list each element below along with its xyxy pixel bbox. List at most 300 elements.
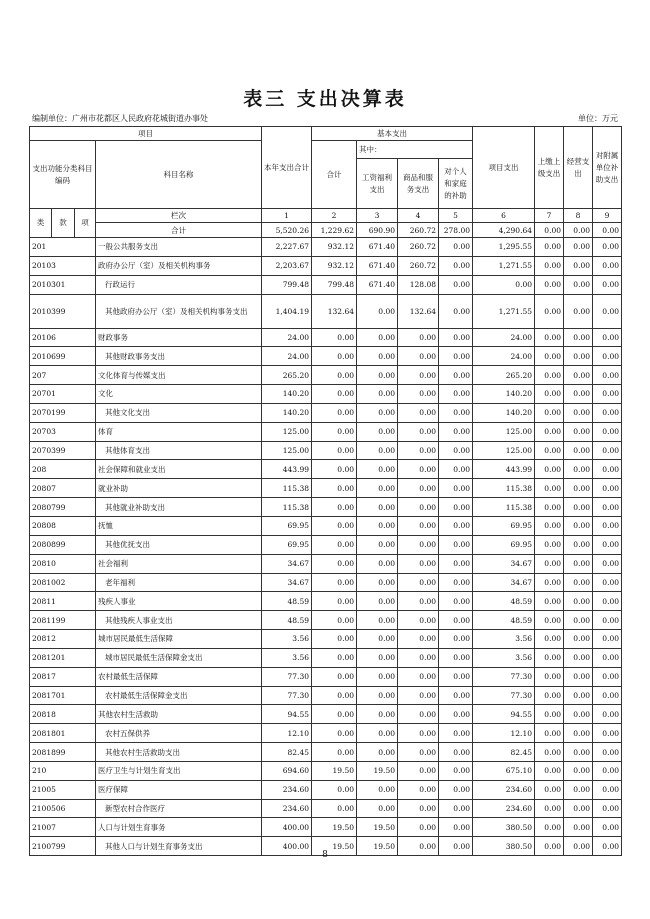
row-value: 265.20	[473, 366, 535, 385]
row-value: 0.00	[439, 611, 473, 630]
row-value: 0.00	[357, 385, 398, 404]
row-value: 12.10	[473, 724, 535, 743]
row-code: 208	[30, 460, 96, 479]
row-value: 48.59	[262, 611, 312, 630]
table-row	[30, 799, 622, 818]
row-value: 0.00	[398, 366, 439, 385]
row-value: 0.00	[535, 761, 564, 780]
row-value: 0.00	[357, 630, 398, 649]
row-value: 0.00	[439, 799, 473, 818]
row-value: 3.56	[262, 648, 312, 667]
row-subject-name: 城市居民最低生活保障	[96, 630, 262, 649]
row-value: 82.45	[262, 743, 312, 762]
total-value: 1,229.62	[312, 223, 357, 238]
col-num: 1	[262, 209, 312, 223]
compiling-unit: 编制单位：广州市花都区人民政府花城街道办事处	[32, 114, 208, 123]
table-row	[30, 611, 622, 630]
col-num: 8	[564, 209, 593, 223]
row-value: 0.00	[312, 460, 357, 479]
row-value: 0.00	[312, 724, 357, 743]
row-value: 0.00	[593, 705, 622, 724]
row-subject-name: 其他财政事务支出	[96, 347, 262, 366]
row-value: 0.00	[312, 573, 357, 592]
row-value: 0.00	[439, 705, 473, 724]
row-value: 0.00	[564, 535, 593, 554]
row-subject-name: 医疗保障	[96, 780, 262, 799]
row-code: 20812	[30, 630, 96, 649]
row-value: 0.00	[439, 630, 473, 649]
row-value: 0.00	[564, 479, 593, 498]
row-value: 671.40	[357, 256, 398, 275]
header-upper: 上缴上级支出	[535, 127, 564, 209]
row-code: 2081801	[30, 724, 96, 743]
row-value: 0.00	[439, 256, 473, 275]
row-value: 400.00	[262, 837, 312, 856]
row-value: 0.00	[593, 837, 622, 856]
row-value: 0.00	[593, 743, 622, 762]
row-code: 2100506	[30, 799, 96, 818]
row-value: 1,271.55	[473, 294, 535, 328]
row-value: 0.00	[564, 667, 593, 686]
row-value: 0.00	[439, 294, 473, 328]
row-value: 0.00	[564, 256, 593, 275]
row-subject-name: 政府办公厅（室）及相关机构事务	[96, 256, 262, 275]
row-subject-name: 其他残疾人事业支出	[96, 611, 262, 630]
col-num: 3	[357, 209, 398, 223]
row-value: 0.00	[357, 686, 398, 705]
row-value: 0.00	[535, 667, 564, 686]
row-value: 0.00	[593, 294, 622, 328]
row-value: 0.00	[312, 592, 357, 611]
row-value: 0.00	[312, 667, 357, 686]
row-value: 115.38	[473, 479, 535, 498]
row-value: 0.00	[593, 460, 622, 479]
row-value: 0.00	[398, 667, 439, 686]
table-row	[30, 479, 622, 498]
row-value: 34.67	[262, 554, 312, 573]
row-value: 0.00	[312, 630, 357, 649]
row-value: 82.45	[473, 743, 535, 762]
row-value: 19.50	[357, 761, 398, 780]
row-value: 0.00	[357, 535, 398, 554]
row-value: 799.48	[262, 275, 312, 294]
total-value: 4,290.64	[473, 223, 535, 238]
row-value: 2,203.67	[262, 256, 312, 275]
row-subject-name: 体育	[96, 422, 262, 441]
table-row	[30, 686, 622, 705]
row-value: 675.10	[473, 761, 535, 780]
table-row	[30, 667, 622, 686]
row-value: 694.60	[262, 761, 312, 780]
row-value: 0.00	[535, 780, 564, 799]
page-title: 表三 支出决算表	[243, 88, 407, 110]
row-value: 0.00	[535, 385, 564, 404]
row-value: 671.40	[357, 275, 398, 294]
row-value: 0.00	[593, 611, 622, 630]
row-code: 20106	[30, 328, 96, 347]
row-value: 34.67	[262, 573, 312, 592]
row-value: 1,271.55	[473, 256, 535, 275]
row-value: 0.00	[357, 724, 398, 743]
row-value: 0.00	[564, 403, 593, 422]
row-value: 0.00	[398, 385, 439, 404]
row-subject-name: 其他文化支出	[96, 403, 262, 422]
row-value: 125.00	[473, 422, 535, 441]
row-subject-name: 一般公共服务支出	[96, 238, 262, 257]
row-value: 0.00	[312, 347, 357, 366]
total-value: 278.00	[439, 223, 473, 238]
total-value: 5,520.26	[262, 223, 312, 238]
row-value: 0.00	[535, 238, 564, 257]
row-value: 0.00	[357, 516, 398, 535]
col-num: 6	[473, 209, 535, 223]
row-value: 0.00	[564, 573, 593, 592]
row-value: 0.00	[398, 479, 439, 498]
row-code: 20807	[30, 479, 96, 498]
row-value: 0.00	[439, 516, 473, 535]
row-value: 0.00	[564, 554, 593, 573]
row-value: 0.00	[398, 516, 439, 535]
row-value: 0.00	[357, 743, 398, 762]
table-row	[30, 573, 622, 592]
row-subject-name: 文化	[96, 385, 262, 404]
total-value: 0.00	[564, 223, 593, 238]
row-value: 3.56	[262, 630, 312, 649]
row-value: 0.00	[439, 724, 473, 743]
row-value: 0.00	[312, 743, 357, 762]
row-value: 0.00	[593, 761, 622, 780]
row-subject-name: 就业补助	[96, 479, 262, 498]
row-value: 0.00	[564, 238, 593, 257]
row-value: 0.00	[439, 479, 473, 498]
table-row	[30, 460, 622, 479]
page-number: 8	[322, 850, 328, 860]
row-value: 0.00	[439, 498, 473, 517]
row-value: 0.00	[357, 705, 398, 724]
row-value: 77.30	[262, 667, 312, 686]
row-value: 0.00	[439, 328, 473, 347]
row-value: 0.00	[593, 441, 622, 460]
row-value: 0.00	[357, 441, 398, 460]
table-row	[30, 328, 622, 347]
table-row	[30, 385, 622, 404]
table-row	[30, 256, 622, 275]
row-value: 0.00	[398, 780, 439, 799]
row-code: 21005	[30, 780, 96, 799]
row-value: 125.00	[473, 441, 535, 460]
row-value: 0.00	[439, 554, 473, 573]
row-value: 260.72	[398, 238, 439, 257]
row-code: 2010301	[30, 275, 96, 294]
row-value: 140.20	[473, 403, 535, 422]
row-value: 0.00	[439, 686, 473, 705]
row-code: 20817	[30, 667, 96, 686]
row-value: 0.00	[439, 460, 473, 479]
table-row	[30, 724, 622, 743]
row-value: 0.00	[564, 498, 593, 517]
total-value: 260.72	[398, 223, 439, 238]
row-value: 0.00	[535, 686, 564, 705]
row-value: 0.00	[439, 761, 473, 780]
row-code: 210	[30, 761, 96, 780]
row-value: 0.00	[357, 780, 398, 799]
row-value: 0.00	[357, 667, 398, 686]
row-value: 799.48	[312, 275, 357, 294]
row-value: 0.00	[439, 818, 473, 837]
row-value: 234.60	[262, 780, 312, 799]
row-value: 0.00	[312, 799, 357, 818]
header-kuan: 款	[52, 209, 75, 238]
row-value: 0.00	[593, 328, 622, 347]
row-code: 2100799	[30, 837, 96, 856]
row-value: 0.00	[593, 535, 622, 554]
row-value: 0.00	[439, 403, 473, 422]
row-value: 0.00	[535, 630, 564, 649]
row-code: 201	[30, 238, 96, 257]
row-value: 0.00	[564, 761, 593, 780]
row-value: 34.67	[473, 554, 535, 573]
row-value: 0.00	[593, 275, 622, 294]
row-subject-name: 其他就业补助支出	[96, 498, 262, 517]
row-value: 115.38	[262, 498, 312, 517]
row-value: 0.00	[439, 366, 473, 385]
row-code: 20810	[30, 554, 96, 573]
row-value: 0.00	[312, 403, 357, 422]
row-value: 0.00	[398, 554, 439, 573]
row-value: 0.00	[312, 498, 357, 517]
row-value: 0.00	[439, 743, 473, 762]
row-value: 0.00	[564, 294, 593, 328]
row-value: 0.00	[535, 366, 564, 385]
row-code: 2010699	[30, 347, 96, 366]
row-value: 0.00	[564, 422, 593, 441]
row-value: 0.00	[535, 837, 564, 856]
row-value: 400.00	[262, 818, 312, 837]
row-value: 77.30	[262, 686, 312, 705]
table-row	[30, 238, 622, 257]
row-value: 0.00	[593, 780, 622, 799]
row-value: 0.00	[357, 460, 398, 479]
row-code: 207	[30, 366, 96, 385]
row-value: 69.95	[473, 516, 535, 535]
row-value: 69.95	[473, 535, 535, 554]
row-value: 0.00	[357, 347, 398, 366]
row-code: 20811	[30, 592, 96, 611]
table-row	[30, 275, 622, 294]
row-value: 0.00	[357, 422, 398, 441]
header-func-code: 支出功能分类科目编码	[30, 141, 96, 209]
row-value: 0.00	[535, 554, 564, 573]
row-value: 0.00	[312, 554, 357, 573]
row-value: 0.00	[535, 611, 564, 630]
row-code: 2081201	[30, 648, 96, 667]
header-total: 本年支出合计	[262, 127, 312, 209]
row-value: 0.00	[535, 705, 564, 724]
row-value: 0.00	[564, 724, 593, 743]
header-project: 项目	[30, 127, 262, 141]
row-subject-name: 社会保障和就业支出	[96, 460, 262, 479]
row-value: 0.00	[398, 743, 439, 762]
table-row	[30, 516, 622, 535]
row-subject-name: 农村最低生活保障	[96, 667, 262, 686]
row-code: 2010399	[30, 294, 96, 328]
row-value: 0.00	[439, 275, 473, 294]
row-value: 0.00	[398, 648, 439, 667]
row-value: 0.00	[473, 275, 535, 294]
table-row	[30, 780, 622, 799]
row-value: 0.00	[593, 238, 622, 257]
row-value: 0.00	[535, 724, 564, 743]
row-value: 0.00	[312, 535, 357, 554]
table-row	[30, 498, 622, 517]
row-value: 19.50	[357, 818, 398, 837]
row-subject-name: 城市居民最低生活保障金支出	[96, 648, 262, 667]
row-value: 0.00	[312, 366, 357, 385]
row-value: 0.00	[439, 347, 473, 366]
row-code: 2081701	[30, 686, 96, 705]
row-value: 0.00	[593, 592, 622, 611]
row-value: 1,295.55	[473, 238, 535, 257]
row-value: 0.00	[357, 498, 398, 517]
row-value: 0.00	[593, 256, 622, 275]
header-subtotal: 合计	[312, 141, 357, 209]
row-value: 140.20	[473, 385, 535, 404]
row-value: 0.00	[593, 479, 622, 498]
row-code: 2081199	[30, 611, 96, 630]
row-value: 48.59	[473, 611, 535, 630]
row-value: 0.00	[357, 573, 398, 592]
row-value: 0.00	[593, 385, 622, 404]
row-value: 0.00	[439, 667, 473, 686]
row-value: 69.95	[262, 535, 312, 554]
row-value: 0.00	[439, 648, 473, 667]
row-value: 0.00	[593, 686, 622, 705]
row-value: 0.00	[593, 667, 622, 686]
row-value: 0.00	[564, 799, 593, 818]
row-value: 0.00	[593, 648, 622, 667]
row-value: 0.00	[535, 818, 564, 837]
row-value: 0.00	[398, 347, 439, 366]
row-value: 0.00	[439, 385, 473, 404]
row-value: 125.00	[262, 441, 312, 460]
row-value: 19.50	[312, 837, 357, 856]
row-value: 2,227.67	[262, 238, 312, 257]
row-value: 94.55	[262, 705, 312, 724]
header-among: 其中：	[357, 141, 473, 159]
table-row	[30, 554, 622, 573]
row-code: 2080799	[30, 498, 96, 517]
row-value: 0.00	[593, 498, 622, 517]
row-subject-name: 其他农村生活救助	[96, 705, 262, 724]
row-value: 140.20	[262, 385, 312, 404]
row-value: 125.00	[262, 422, 312, 441]
row-value: 443.99	[473, 460, 535, 479]
table-row	[30, 422, 622, 441]
row-value: 48.59	[262, 592, 312, 611]
row-value: 260.72	[398, 256, 439, 275]
row-value: 0.00	[312, 479, 357, 498]
row-value: 0.00	[535, 275, 564, 294]
row-subject-name: 抚恤	[96, 516, 262, 535]
row-value: 24.00	[262, 347, 312, 366]
row-value: 671.40	[357, 238, 398, 257]
row-value: 0.00	[535, 799, 564, 818]
row-value: 0.00	[564, 441, 593, 460]
row-value: 0.00	[564, 818, 593, 837]
row-subject-name: 残疾人事业	[96, 592, 262, 611]
row-value: 0.00	[312, 648, 357, 667]
row-value: 0.00	[439, 592, 473, 611]
row-value: 0.00	[535, 498, 564, 517]
row-code: 2081899	[30, 743, 96, 762]
currency-unit: 单位：万元	[578, 114, 618, 123]
row-value: 0.00	[357, 366, 398, 385]
row-value: 0.00	[357, 648, 398, 667]
row-value: 932.12	[312, 256, 357, 275]
table-row	[30, 403, 622, 422]
row-value: 0.00	[593, 366, 622, 385]
row-value: 0.00	[535, 535, 564, 554]
header-subsidy: 对附属单位补助支出	[593, 127, 622, 209]
row-value: 0.00	[535, 573, 564, 592]
row-code: 21007	[30, 818, 96, 837]
row-value: 0.00	[593, 516, 622, 535]
row-value: 0.00	[398, 611, 439, 630]
row-value: 0.00	[564, 743, 593, 762]
header-goods: 商品和服务支出	[398, 159, 439, 209]
row-subject-name: 其他人口与计划生育事务支出	[96, 837, 262, 856]
row-code: 20818	[30, 705, 96, 724]
row-value: 265.20	[262, 366, 312, 385]
header-basic: 基本支出	[312, 127, 473, 141]
row-value: 0.00	[312, 385, 357, 404]
row-value: 0.00	[535, 328, 564, 347]
row-value: 19.50	[312, 761, 357, 780]
header-operation: 经营支出	[564, 127, 593, 209]
row-value: 0.00	[439, 535, 473, 554]
row-value: 0.00	[398, 837, 439, 856]
total-value: 0.00	[593, 223, 622, 238]
row-value: 0.00	[357, 403, 398, 422]
row-value: 0.00	[357, 611, 398, 630]
row-value: 0.00	[398, 573, 439, 592]
row-subject-name: 其他优抚支出	[96, 535, 262, 554]
row-value: 0.00	[535, 422, 564, 441]
row-code: 2080899	[30, 535, 96, 554]
table-row	[30, 648, 622, 667]
row-code: 2081002	[30, 573, 96, 592]
row-value: 0.00	[593, 554, 622, 573]
table-row	[30, 347, 622, 366]
header-salary: 工资福利支出	[357, 159, 398, 209]
row-value: 0.00	[398, 630, 439, 649]
row-value: 0.00	[439, 837, 473, 856]
row-value: 0.00	[398, 460, 439, 479]
row-subject-name: 其他政府办公厅（室）及相关机构事务支出	[96, 294, 262, 328]
row-value: 77.30	[473, 667, 535, 686]
row-code: 20703	[30, 422, 96, 441]
col-num: 2	[312, 209, 357, 223]
row-subject-name: 农村五保供养	[96, 724, 262, 743]
header-lei: 类	[30, 209, 52, 238]
row-value: 0.00	[439, 441, 473, 460]
row-value: 0.00	[398, 761, 439, 780]
row-value: 48.59	[473, 592, 535, 611]
table-row	[30, 630, 622, 649]
row-value: 0.00	[398, 328, 439, 347]
row-value: 0.00	[312, 328, 357, 347]
row-value: 0.00	[357, 592, 398, 611]
